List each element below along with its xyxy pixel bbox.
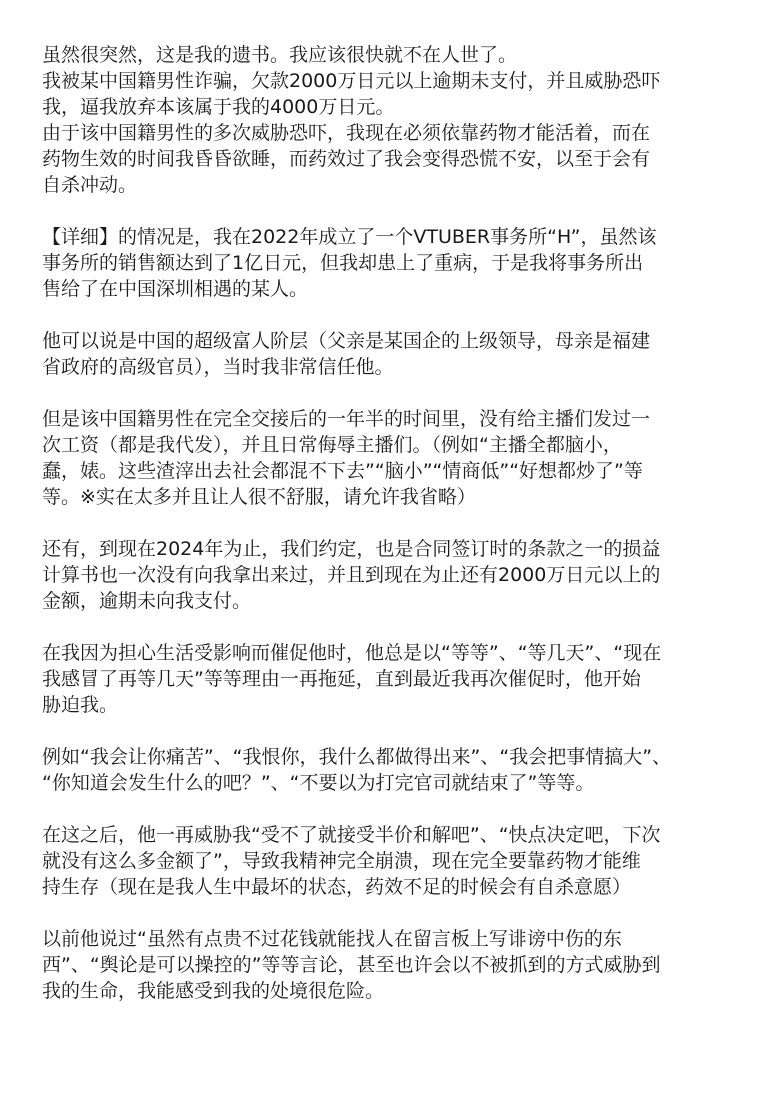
paragraph-payment (42, 536, 722, 614)
text-line: 蠢，婊。这些渣滓出去社会都混不下去”“脑小”“情商低”“好想都炒了”等 (42, 460, 643, 482)
paragraph-delays (42, 640, 722, 718)
text-line: 我的生命，我能感受到我的处境很危险。 (42, 980, 385, 1002)
text-line: 我，逼我放弃本该属于我的4000万日元。 (42, 96, 395, 118)
text-line: “你知道会发生什么的吧？”、“不要以为打完官司就结束了”等等。 (42, 772, 595, 794)
paragraph-danger (42, 926, 722, 1004)
text-line: 例如“我会让你痛苦”、“我恨你，我什么都做得出来”、“我会把事情搞大”、 (42, 746, 672, 768)
paragraph-will-intro (42, 42, 722, 198)
paragraph-coercion (42, 822, 722, 900)
text-line: 次工资（都是我代发），并且日常侮辱主播们。（例如“主播全都脑小， (42, 434, 622, 456)
text-line: 在我因为担心生活受影响而催促他时，他总是以“等等”、“等几天”、“现在 (42, 642, 662, 664)
text-line: 自杀冲动。 (42, 174, 138, 196)
document-body (42, 42, 722, 1004)
paragraph-threats (42, 744, 722, 796)
text-line: 由于该中国籍男性的多次威胁恐吓，我现在必须依靠药物才能活着，而在 (42, 122, 651, 144)
text-line: 就没有这么多金额了”，导致我精神完全崩溃，现在完全要靠药物才能维 (42, 850, 641, 872)
text-line: 在这之后，他一再威胁我“受不了就接受半价和解吧”、“快点决定吧，下次 (42, 824, 661, 846)
text-line: 以前他说过“虽然有点贵不过花钱就能找人在留言板上写诽谤中伤的东 (42, 928, 622, 950)
text-line: 省政府的高级官员），当时我非常信任他。 (42, 356, 394, 378)
paragraph-details (42, 224, 722, 302)
text-line: 事务所的销售额达到了1亿日元，但我却患上了重病，于是我将事务所出 (42, 252, 644, 274)
text-line: 药物生效的时间我昏昏欲睡，而药效过了我会变得恐慌不安，以至于会有 (42, 148, 651, 170)
text-line: 我被某中国籍男性诈骗，欠款2000万日元以上逾期未支付，并且威胁恐吓 (42, 70, 661, 92)
text-line: 虽然很突然，这是我的遗书。我应该很快就不在人世了。 (42, 44, 518, 66)
text-line: 金额，逾期未向我支付。 (42, 590, 252, 612)
paragraph-background (42, 328, 722, 380)
text-line: 他可以说是中国的超级富人阶层（父亲是某国企的上级领导，母亲是福建 (42, 330, 651, 352)
text-line: 售给了在中国深圳相遇的某人。 (42, 278, 309, 300)
text-line: 西”、“舆论是可以操控的”等等言论，甚至也许会以不被抓到的方式威胁到 (42, 954, 661, 976)
text-line: 【详细】的情况是，我在2022年成立了一个VTUBER事务所“H”，虽然该 (42, 226, 657, 248)
text-line: 但是该中国籍男性在完全交接后的一年半的时间里，没有给主播们发过一 (42, 408, 651, 430)
text-line: 计算书也一次没有向我拿出来过，并且到现在为止还有2000万日元以上的 (42, 564, 661, 586)
text-line: 持生存（现在是我人生中最坏的状态，药效不足的时候会有自杀意愿） (42, 876, 632, 898)
text-line: 胁迫我。 (42, 694, 119, 716)
text-line: 还有，到现在2024年为止，我们约定，也是合同签订时的条款之一的损益 (42, 538, 661, 560)
text-line: 等。※实在太多并且让人很不舒服，请允许我省略） (42, 486, 476, 508)
paragraph-wages (42, 406, 722, 510)
text-line: 我感冒了再等几天”等等理由一再拖延，直到最近我再次催促时，他开始 (42, 668, 641, 690)
